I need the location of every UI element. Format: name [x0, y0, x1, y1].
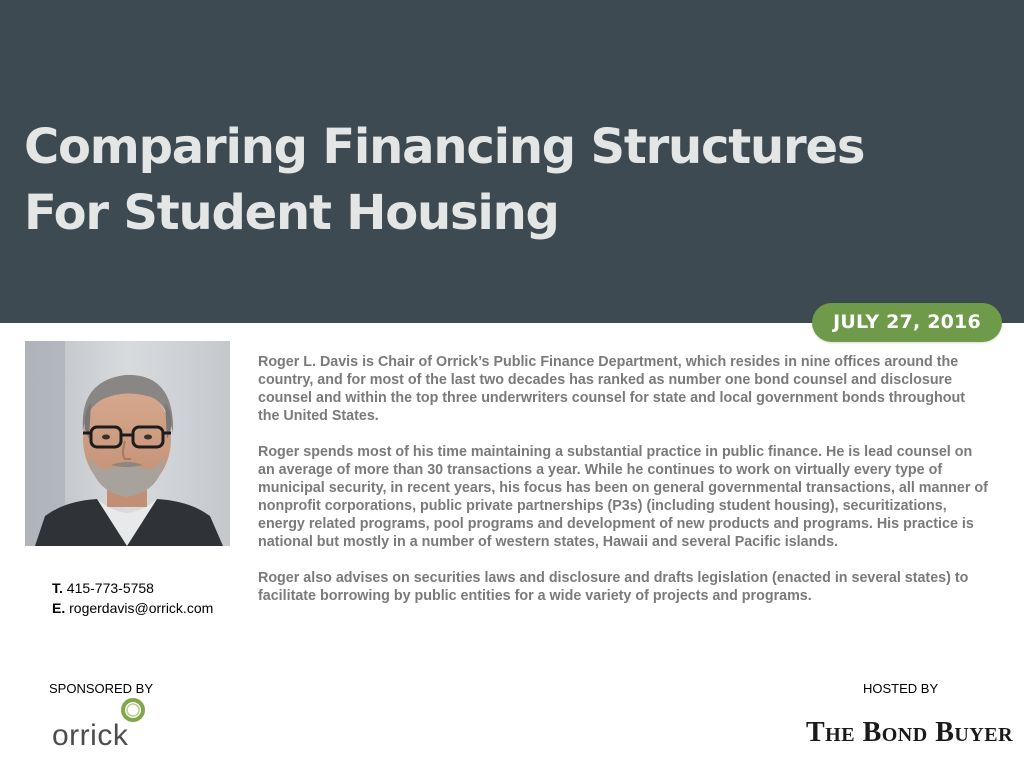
orrick-logo [52, 697, 172, 755]
page-title [24, 114, 984, 246]
bio-paragraph-2: Roger spends most of his time maintaining a substantial practice in public finance. He is lead counsel on an average of more than 30 transactions a year. While he continues to work on virtually every type of municipal security, in recent years, his focus has been on general governmental transactions, all manner of nonprofit corporations, public private partnerships (P3s) (including student housing), securitizations, energy related programs, pool programs and development of new products and programs. His practice is national but mostly in a number of western states, Hawaii and several Pacific islands. [258, 444, 988, 550]
phone-number: 415-773-5758 [66, 580, 154, 596]
title-line-1: Comparing Financing Structures [24, 119, 865, 175]
orrick-wordmark: orrick [52, 719, 129, 752]
title-line-2: For Student Housing [24, 185, 559, 241]
bond-buyer-logo: The Bond Buyer [806, 717, 1014, 748]
email-line [52, 598, 213, 618]
sponsored-by-label: SPONSORED BY [49, 681, 154, 696]
phone-label: T. [52, 580, 63, 596]
speaker-photo [25, 341, 230, 546]
contact-info [52, 578, 213, 618]
email-address: rogerdavis@orrick.com [69, 600, 214, 616]
event-date-badge: JULY 27, 2016 [812, 303, 1002, 342]
title-banner [0, 0, 1024, 323]
speaker-bio [258, 353, 988, 623]
email-label: E. [52, 600, 66, 616]
bio-paragraph-3: Roger also advises on securities laws and disclosure and drafts legislation (enacted in several states) to facilitate borrowing by public entities for a wide variety of projects and programs. [258, 570, 969, 604]
hosted-by-label: HOSTED BY [863, 681, 939, 696]
phone-line [52, 578, 213, 598]
bio-paragraph-1: Roger L. Davis is Chair of Orrick’s Public Finance Department, which resides in nine offices around the country, and for most of the last two decades has ranked as number one bond counsel and disclosure counsel and within the top three underwriters counsel for state and local government bonds throughout the United States. [258, 354, 965, 424]
